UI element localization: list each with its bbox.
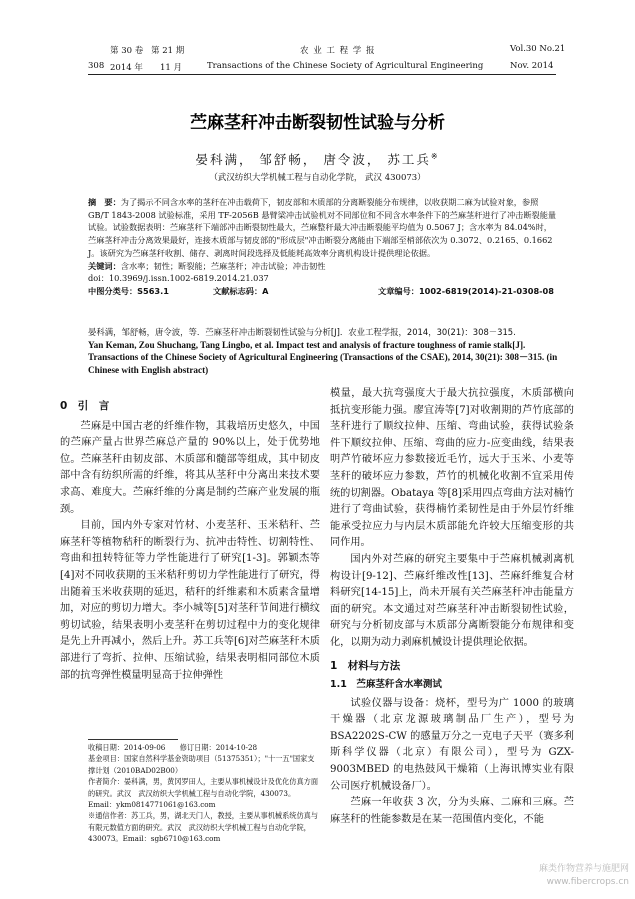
abstract-label: 摘 要： [88,197,121,207]
section-0-para-2: 目前，国内外专家对竹材、小麦茎秆、玉米秸秆、苎麻茎秆等植物秸秆的断裂行为、抗冲击特性、切割特性、弯曲和扭转特征等力学性能进行了研究[1-3]。郭颖杰等[4]对不同收获期的玉米秸秆剪切力学性能进行了研究，得出随着玉米收获期的延迟，秸秆的纤维素和木质素含量增加，对应的剪切力增大。李小城等[5]对茎秆节间进行横纹剪切试验，结果表明小麦茎秆在剪切过程中力的变化规律是先上升再减小，然后上升。苏工兵等[6]对苎麻茎秆木质部进行了弯折、拉伸、压缩试验，结果表明相同部位木质部的抗弯弹性模量明显高于拉伸弹性 [60,520,320,681]
footnote-received: 收稿日期：2014-09-06 修订日期：2014-10-28 [88,743,258,752]
classification-row [88,285,558,298]
header-journal-en: Transactions of the Chinese Society of Agricultural Engineering [207,61,484,71]
header-issue: 第 21 期 [151,46,185,56]
section-0-para-3: 模量，最大抗弯强度大于最大抗拉强度，木质部横向抵抗变形能力强。廖宜涛等[7]对收割期的芦竹底部的茎秆进行了顺纹拉伸、压缩、弯曲试验，获得试验条件下顺纹拉伸、压缩、弯曲的应力-应变曲线，结果表明芦竹破坏应力参数接近毛竹，远大于玉米、小麦等茎秆的破坏应力参数，芦竹的机械化收割不宜采用传统的切割器。Obataya 等[8]采用四点弯曲方法对楠竹进行了弯曲试验，获得楠竹柔韧性是由于外层竹纤维能承受拉应力与内层木质部能允许较大压缩变形的共同作用。 [330,388,574,549]
footnote-fund: 基金项目：国家自然科学基金资助项目（51375351）；"十一五"国家支撑计划（2010BAD02B00） [88,754,315,775]
citation-block [88,326,558,377]
footnotes [88,742,320,845]
section-0-heading: 0 引 言 [60,400,110,412]
paper-title: 苎麻茎秆冲击断裂韧性试验与分析 [190,113,445,133]
header-date: Nov. 2014 [510,61,554,71]
section-0-para-1: 苎麻是中国古老的纤维作物，其栽培历史悠久，中国的苎麻产量占世界苎麻总产量的 90%以上，处于优势地位。苎麻茎秆由韧皮部、木质部和髓部等组成，其中韧皮部中含有纺织所需的纤维，将其从茎秆中分离出来技术要求高、难度大。苎麻纤维的分离是制约苎麻产业发展的瓶颈。 [60,420,320,515]
doi: doi：10.3969/j.issn.1002-6819.2014.21.037 [88,273,269,284]
affiliation: （武汉纺织大学机械工程与自动化学院， 武汉 430073） [209,173,426,183]
abstract [88,196,558,298]
keywords-label: 关键词： [88,260,121,271]
keywords-text: 含水率；韧性；断裂能；苎麻茎秆；冲击试验；冲击韧性 [120,260,326,271]
header-month: 11 月 [160,63,183,73]
document-code: 文献标志码：A [213,285,269,296]
watermark-line-2: www.fibercrops.cn [546,877,629,887]
article-number: 文章编号：1002-6819(2014)-21-0308-08 [378,285,554,296]
corresponding-mark: ※ [430,151,440,161]
clc-number: 中图分类号：S563.1 [88,285,169,296]
abstract-text: 为了揭示不同含水率的茎秆在冲击载荷下，韧皮部和木质部的分离断裂能分布规律，以收获期二麻为试验对象，参照 GB/T 1843-2008 试验标准，采用 TF-2056B 悬臂梁冲击试验机对不同部位和不同含水率条件下的苎麻茎秆进行了冲击断裂能量试验。试验数据表明：苎麻茎秆下端部冲击断裂韧性最大，苎麻整秆最大冲击断裂能平均值为 0.5067 J；含水率为 84.04%时，苎麻茎秆冲击分离效果最好，连接木质部与韧皮部的"形成层"冲击断裂分离能由下端部至梢部依次为 0.3072、0.2165、0.1662 J。该研究为苎麻茎秆收割、储存、剥离时间段选择及低能耗高效率分离机构设计提供理论依据。 [88,197,557,258]
header-year: 2014 年 [110,63,143,73]
subsection-1-1-heading: 1.1 苎麻茎秆含水率测试 [330,679,442,691]
right-column [330,386,574,828]
section-1-para-2: 苎麻一年收获 3 次，分为头麻、二麻和三麻。苎麻茎秆的性能参数是在某一范围值内变化，不能 [330,797,574,825]
footnote-corresponding: ※通信作者：苏工兵，男，湖北天门人，教授，主要从事机械系统仿真与有限元数值方面的研究。武汉 武汉纺织大学机械工程与自动化学院，430073。Email：sgb6710@163.com [88,811,319,844]
section-0-para-4: 国内外对苎麻的研究主要集中于苎麻机械剥离机构设计[9-12]、苎麻纤维改性[13]、苎麻纤维复合材料研究[14-15]上，尚未开展有关苎麻茎秆冲击能量方面的研究。本文通过对苎麻茎秆冲击断裂韧性试验，研究与分析韧皮部与木质部分离断裂能分布规律和变化，以期为动力剥麻机械设计提供理论依据。 [330,553,574,648]
header-rule [88,74,556,75]
header-volume: 第 30 卷 [110,46,144,56]
header-journal-cn: 农 业 工 程 学 报 [300,46,376,56]
section-1-para-1: 试验仪器与设备：烧杯，型号为广 1000 的玻璃干燥器（北京龙源玻璃制品厂生产），型号为 BSA2202S-CW 的感量万分之一克电子天平（赛多利斯科学仪器（北京）有限公司），型号为 GZX-9003MBED 的电热鼓风干燥箱（上海讯博实业有限公司医疗机械设备厂）。 [330,697,574,792]
section-1-heading: 1 材料与方法 [330,659,401,672]
authors-text: 晏科满， 邹舒畅， 唐令波， 苏工兵 [195,152,431,167]
footnote-rule [88,739,178,740]
site-watermark [489,863,629,889]
watermark-line-1: 麻类作物营养与施肥网 [538,864,629,874]
footnote-email: Email：ykm0814771061@163.com [88,800,216,810]
author-list [0,150,635,168]
page-number: 308 [88,61,105,71]
citation-cn: 晏科满，邹舒畅，唐令波，等．苎麻茎秆冲击断裂韧性试验与分析[J]．农业工程学报，2014，30(21)：308－315. [88,327,516,337]
citation-en: Yan Keman, Zou Shuchang, Tang Lingbo, et al. Impact test and analysis of fracture toughness of ramie stalk[J]. Transactions of the Chinese Society of Agricultural Engineering (Transactions of the CSAE), 2014, 30(21): 308－315. (in Chinese with English abstract) [88,339,558,376]
footnote-author: 作者简介：晏科满，男，黄冈罗田人，主要从事机械设计及优化仿真方面的研究。武汉 武汉纺织大学机械工程与自动化学院，430073。 [88,777,319,798]
left-column [60,398,320,684]
header-vol-no: Vol.30 No.21 [510,44,566,54]
